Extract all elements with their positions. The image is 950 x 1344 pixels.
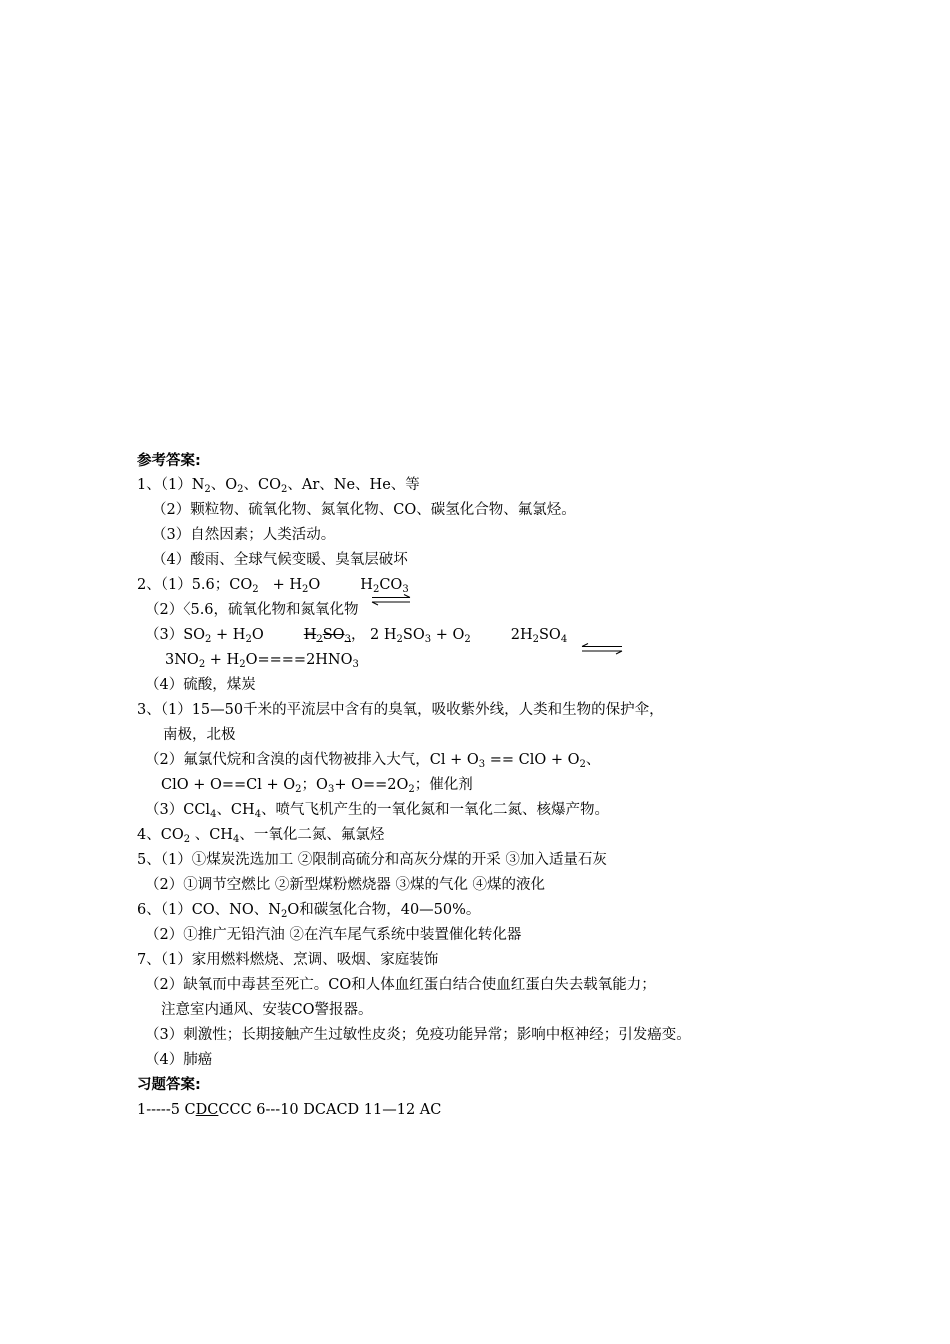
q2-line-2: （2）〈5.6，硫氧化物和氮氧化物	[145, 602, 359, 618]
q7-line-4: （3）刺激性；长期接触产生过敏性皮炎；免疫功能异常；影响中枢神经；引发癌变。	[145, 1027, 691, 1043]
q3-line-2: 南极，北极	[163, 727, 236, 743]
q1-line-3: （3）自然因素；人类活动。	[152, 527, 336, 543]
q2-line-5: （4）硫酸，煤炭	[145, 677, 256, 693]
q1-line-4: （4）酸雨、全球气候变暖、臭氧层破坏	[152, 552, 408, 568]
exercises-heading: 习题答案:	[137, 1077, 201, 1093]
q6-line-1: 6、（1）CO、NO、$N_2O$和碳氢化合物，40—50%。	[137, 902, 481, 920]
q7-line-3: 注意室内通风、安装CO警报器。	[161, 1002, 373, 1018]
q2-line-3: $(3)SO_2 + H_2O$ $H_2SO_3$， 2 $H_2SO_3 + O_2$ $2H_2SO_4$	[145, 627, 568, 645]
q3-line-4: ClO + $O==Cl + O_2$；$O_3+ O==2O_2$；催化剂	[161, 777, 473, 795]
q5-line-2: （2）①调节空燃比 ②新型煤粉燃烧器 ③煤的气化 ④煤的液化	[145, 877, 546, 893]
q3-line-3: （2）氟氯代烷和含溴的卤代物被排入大气，$Cl + O_3$ == ClO + $O_2$、	[145, 752, 601, 770]
answers-heading: 参考答案:	[137, 453, 201, 469]
q4-line: 4、$CO_2$ 、$CH_4$、一氧化二氮、氟氯烃	[137, 827, 385, 845]
q2-line-4: $3NO_2 + H_2O====2HNO_3$	[165, 652, 359, 670]
q7-line-1: 7、（1）家用燃料燃烧、烹调、吸烟、家庭装饰	[137, 952, 439, 968]
q5-line-1: 5、（1）①煤炭洗选加工 ②限制高硫分和高灰分煤的开采 ③加入适量石灰	[137, 852, 607, 868]
exercise-answers: 1-----5 CDCCCC 6---10 DCACD 11—12 AC	[137, 1102, 442, 1118]
q3-line-5: （3）CCl$_4$、$CH_4$、喷气飞机产生的一氧化氮和一氧化二氮、核爆产物。	[145, 802, 610, 820]
q1-line-1: 1、$(1)N_2$、$O_2$、$CO_2$、Ar、Ne、He、等	[137, 477, 420, 495]
equilibrium-arrow-icon	[580, 643, 624, 655]
q2-line-1: 2、（1）5.6；$CO_2 + H_2O$ $H_2CO_3$	[137, 577, 409, 595]
q3-line-1: 3、（1）15—50千米的平流层中含有的臭氧，吸收紫外线，人类和生物的保护伞，	[137, 702, 664, 718]
q6-line-2: （2）①推广无铅汽油 ②在汽车尾气系统中装置催化转化器	[145, 927, 522, 943]
q1-line-2: （2）颗粒物、硫氧化物、氮氧化物、CO、碳氢化合物、氟氯烃。	[152, 502, 576, 518]
q7-line-2: （2）缺氧而中毒甚至死亡。CO和人体血红蛋白结合使血红蛋白失去载氧能力；	[145, 977, 656, 993]
q7-line-5: （4）肺癌	[145, 1052, 213, 1068]
equilibrium-arrow-icon	[370, 594, 412, 606]
